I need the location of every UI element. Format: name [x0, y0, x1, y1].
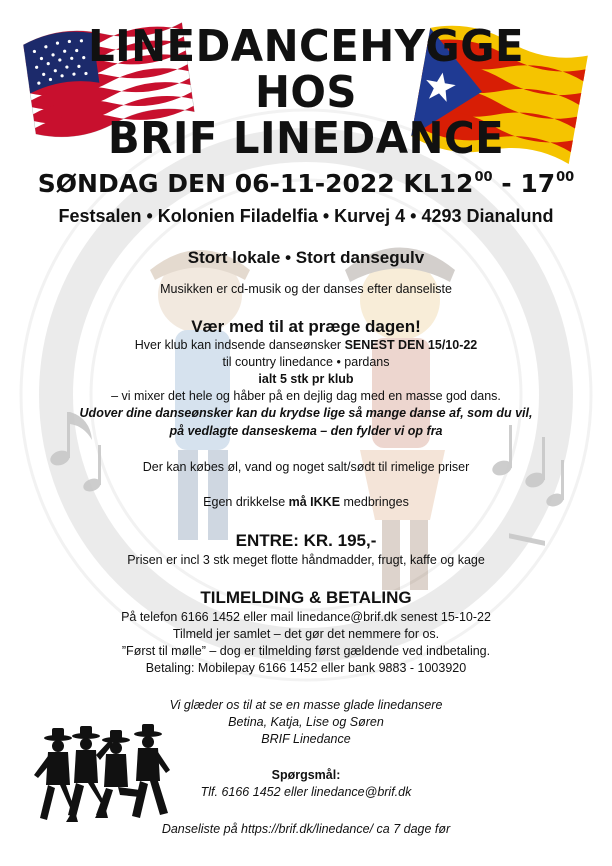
greeting-line-2: Betina, Katja, Lise og Søren	[228, 715, 384, 729]
own-drinks-c: medbringes	[340, 495, 409, 509]
registration-heading: TILMELDING & BETALING	[200, 588, 412, 607]
title-line-2: HOS	[254, 67, 358, 118]
greeting-line-3: BRIF Linedance	[261, 732, 351, 746]
registration-line-4: Betaling: Mobilepay 6166 1452 eller bank 9883 - 1003920	[145, 661, 467, 675]
end-minutes: 00	[556, 170, 575, 185]
join-line-4: – vi mixer det hele og håber på en dejlig dag med en masse god dans.	[111, 389, 501, 403]
entry-heading: ENTRE: KR. 195,-	[235, 531, 377, 550]
own-drinks-a: Egen drikkelse	[203, 495, 289, 509]
deadline-text: SENEST DEN 15/10-22	[344, 338, 478, 352]
start-minutes: 00	[474, 170, 493, 185]
questions-heading: Spørgsmål:	[271, 768, 341, 782]
venue-address: Festsalen • Kolonien Filadelfia • Kurvej 4 • 4293 Dianalund	[58, 206, 554, 226]
registration-line-1: På telefon 6166 1452 eller mail linedance@brif.dk senest 15-10-22	[121, 610, 491, 624]
music-info: Musikken er cd-musik og der danses efter danseliste	[160, 282, 452, 296]
questions-contact: Tlf. 6166 1452 eller linedance@brif.dk	[200, 785, 412, 799]
date-separator: - 17	[492, 169, 556, 198]
join-line-5: Udover dine danseønsker kan du krydse lige så mange danse af, som du vil,	[79, 406, 533, 420]
drinks-info: Der kan købes øl, vand og noget salt/sødt til rimelige priser	[142, 460, 470, 474]
join-heading: Vær med til at præge dagen!	[191, 317, 421, 336]
join-line-3: ialt 5 stk pr klub	[258, 372, 354, 386]
title-line-3: BRIF LINEDANCE	[107, 113, 505, 164]
join-line-1-text: Hver klub kan indsende danseønsker	[134, 338, 345, 352]
join-line-2: til country linedance • pardans	[222, 355, 390, 369]
title-line-1: LINEDANCEHYGGE	[87, 21, 525, 72]
join-line-1	[0, 338, 612, 352]
registration-line-2: Tilmeld jer samlet – det gør det nemmere for os.	[172, 627, 440, 641]
date-text: SØNDAG DEN 06-11-2022 KL12	[37, 169, 474, 198]
footer-dance-list: Danseliste på https://brif.dk/linedance/ ca 7 dage før	[161, 822, 451, 836]
join-line-6: på vedlagte danseskema – den fylder vi op fra	[169, 424, 443, 438]
registration-line-3: ”Først til mølle” – dog er tilmelding først gældende ved indbetaling.	[121, 644, 491, 658]
own-drinks-info	[0, 495, 612, 509]
event-date	[0, 169, 612, 198]
own-drinks-b: må IKKE	[288, 495, 341, 509]
greeting-line-1: Vi glæder os til at se en masse glade linedansere	[169, 698, 443, 712]
features-heading: Stort lokale • Stort dansegulv	[187, 248, 425, 267]
entry-text: Prisen er incl 3 stk meget flotte håndmadder, frugt, kaffe og kage	[127, 553, 485, 567]
